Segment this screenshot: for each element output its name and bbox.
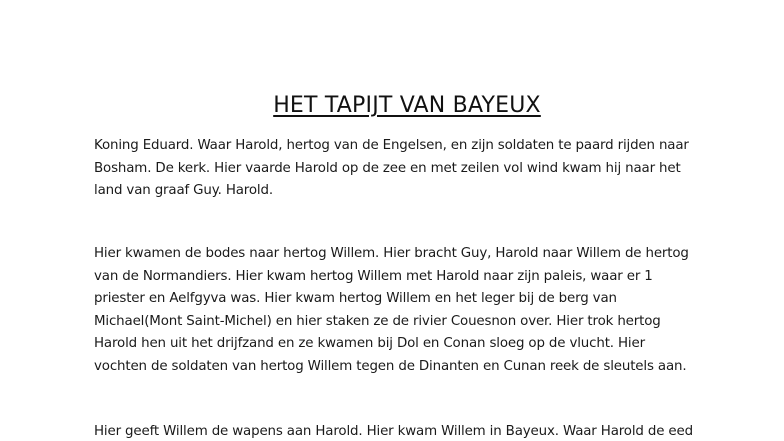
document-title: HET TAPIJT VAN BAYEUX xyxy=(273,93,541,118)
paragraph-3: Hier geeft Willem de wapens aan Harold. Hier kwam Willem in Bayeux. Waar Harold de eed xyxy=(94,424,693,439)
paragraph-1: Koning Eduard. Waar Harold, hertog van de Engelsen, en zijn soldaten te paard rijden naar Bosham. De kerk. Hier vaarde Harold op de zee en met zeilen vol wind kwam hij naar het land van graaf Guy. Harold. xyxy=(94,138,689,198)
paragraph-2: Hier kwamen de bodes naar hertog Willem. Hier bracht Guy, Harold naar Willem de hertog van de Normandiers. Hier kwam hertog Willem met Harold naar zijn paleis, waar er 1 priester en Aelfgyva was. Hier kwam hertog Willem en het leger bij de berg van Michael(Mont Saint-Michel) en hier staken ze de rivier Couesnon over. Hier trok hertog Harold hen uit het drijfzand en ze kwamen bij Dol en Conan sloeg op de vlucht. Hier vochten de soldaten van hertog Willem tegen de Dinanten en Cunan reek de sleutels aan. xyxy=(94,246,689,374)
